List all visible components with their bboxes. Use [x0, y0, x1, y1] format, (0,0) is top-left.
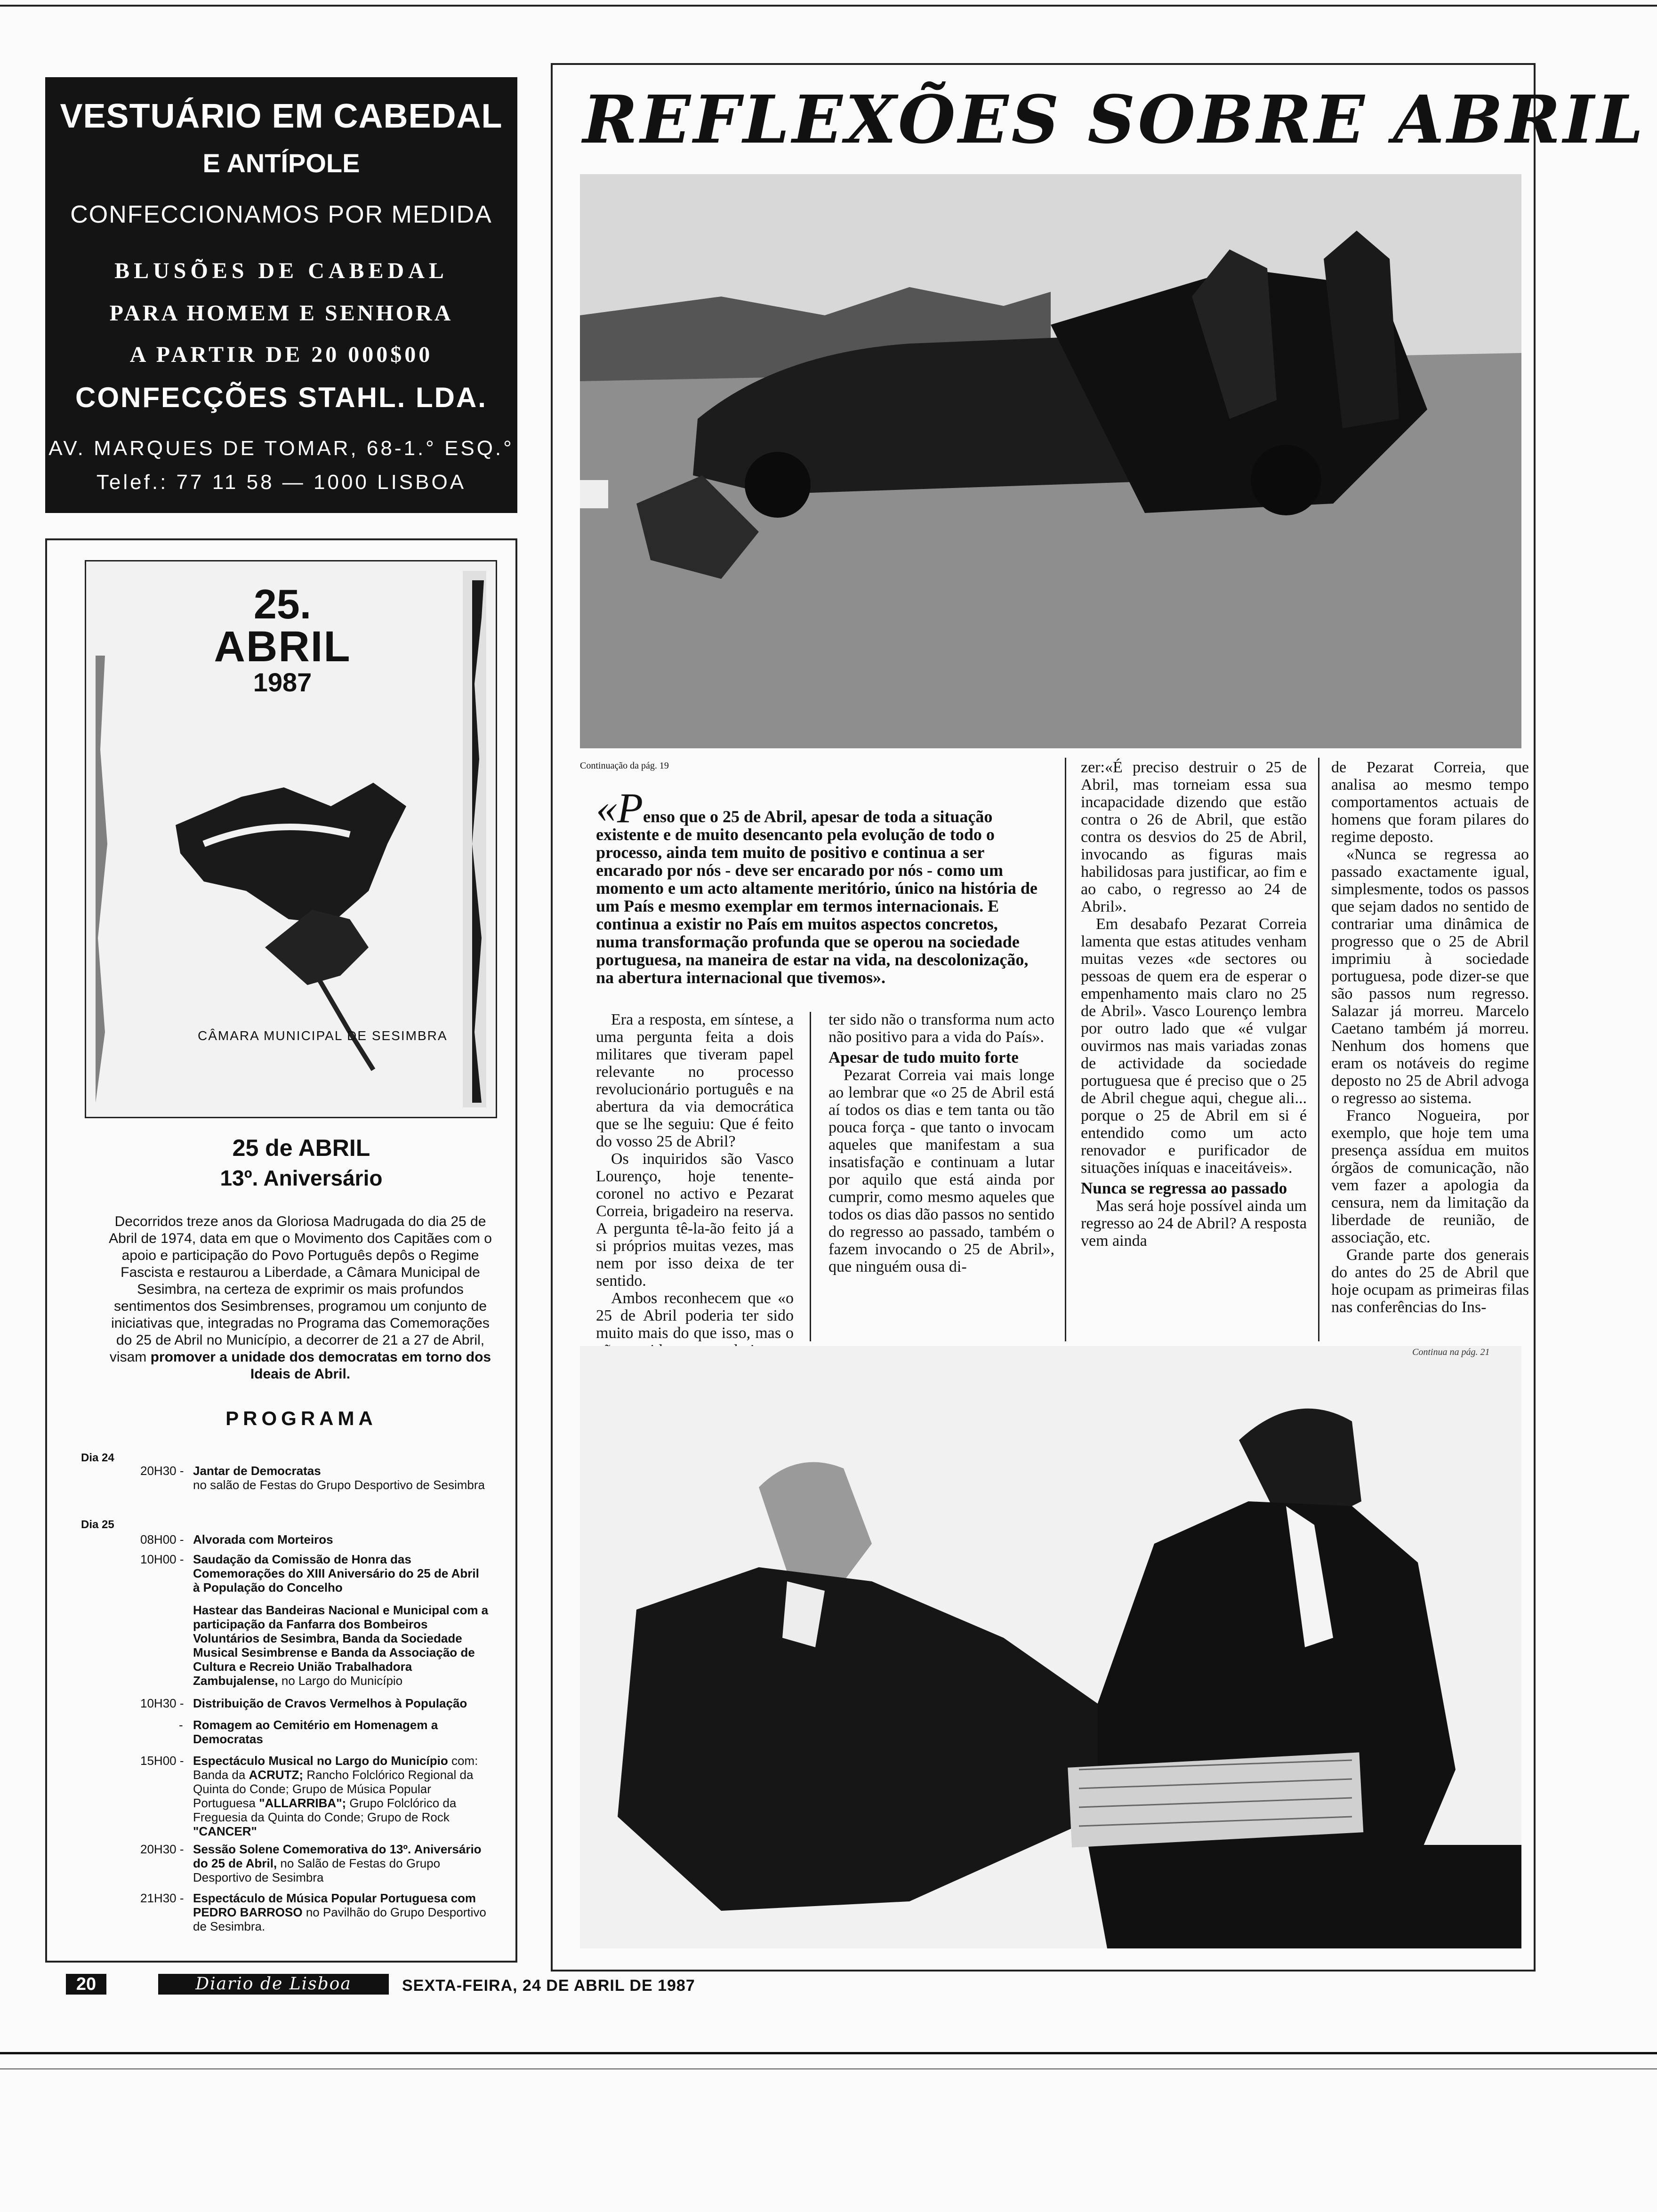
program-entry	[140, 1532, 489, 1547]
article-lead	[596, 785, 1043, 987]
column-rule	[1318, 758, 1319, 1341]
street-photo-image	[580, 174, 1521, 748]
entry-detail: Grupo Folclórico da Freguesia da Quinta do Conde; Grupo de Rock	[193, 1796, 457, 1824]
article-column-1	[596, 1011, 794, 1359]
ad-line: E ANTÍPOLE	[202, 148, 360, 178]
paragraph: Grande parte dos generais do antes do 25 de Abril que hoje ocupam as primeiras filas nas conferências do Ins-	[1331, 1246, 1529, 1316]
paragraph: zer:«É preciso destruir o 25 de Abril, mas torneiam essa sua incapacidade dizendo que estão contra o 26 de Abril, que estão contra os desvios do 25 de Abril, invocando as figuras mais habilidosas para justificar, ao fim e ao cabo, o regresso ao 24 de Abril».	[1081, 759, 1307, 915]
programa-heading: PROGRAMA	[225, 1407, 377, 1429]
program-entry	[140, 1842, 489, 1884]
poster-logo-number: 25.	[253, 581, 312, 627]
entry-detail: no Pavilhão do Grupo Desportivo de Sesimbra.	[193, 1905, 486, 1933]
program-entry	[140, 1464, 489, 1492]
entry-title: Alvorada com Morteiros	[193, 1532, 333, 1547]
ad-address: AV. MARQUES DE TOMAR, 68-1.° ESQ.°	[48, 437, 514, 460]
paragraph: «Nunca se regressa ao passado exactamente igual, simplesmente, todos os passos que sejam dados no sentido de contrariar uma dinâmica de progresso que o 25 de Abril imprimiu à sociedade portuguesa, pode dizer-se que são passos num regresso. Salazar já morreu. Marcelo Caetano também já morreu. Nenhum dos homens que eram os notáveis do regime deposto no 25 de Abril advoga o regresso ao sistema.	[1331, 846, 1529, 1107]
page-number: 20	[66, 1974, 106, 1995]
paragraph: Franco Nogueira, por exemplo, que hoje tem uma presença assídua em muitos órgãos de comunicação, não vem fazer a apologia da censura, nem da limitação da liberdade de reunião, de associação, etc.	[1331, 1107, 1529, 1246]
subheading: Apesar de tudo muito forte	[828, 1048, 1019, 1066]
paragraph: Os inquiridos são Vasco Lourenço, hoje tenente-coronel no activo e Pezarat Correia, brigadeiro na reserva. A pergunta tê-la-ão feito já a si próprios muitas vezes, mas nem por isso deixa de ter sentido.	[596, 1150, 794, 1290]
program-entry	[140, 1754, 489, 1838]
entry-time: 10H00 -	[140, 1552, 184, 1566]
paragraph: ter sido não o transforma num acto não positivo para a vida do País».	[828, 1011, 1054, 1046]
article-column-3	[1081, 759, 1307, 1250]
entry-detail: com: Banda da	[193, 1754, 478, 1782]
program-day: Dia 25	[81, 1518, 114, 1531]
notice-body-bold: promover a unidade dos democratas em torno dos Ideais de Abril.	[150, 1349, 491, 1382]
ad-line: BLUSÕES DE CABEDAL	[114, 258, 448, 283]
interview-photo	[580, 1346, 1521, 1948]
article-column-4	[1331, 759, 1529, 1316]
advertisement	[45, 77, 517, 513]
program-entry	[140, 1552, 489, 1595]
entry-detail: no Largo do Município	[281, 1674, 403, 1688]
entry-title: Romagem ao Cemitério em Homenagem a Democratas	[193, 1718, 438, 1746]
entry-title: Espectáculo de Música Popular Portuguesa com PEDRO BARROSO	[193, 1891, 476, 1919]
entry-time: 20H30 -	[140, 1464, 184, 1478]
column-rule	[810, 1012, 811, 1341]
entry-title: "ALLARRIBA";	[259, 1796, 346, 1810]
entry-title: Saudação da Comissão de Honra das Comemorações do XIII Aniversário do 25 de Abril à População do Concelho	[193, 1552, 479, 1595]
paragraph: Mas será hoje possível ainda um regresso ao 24 de Abril? A resposta vem ainda	[1081, 1197, 1307, 1250]
article-headline: REFLEXÕES SOBRE ABRIL	[583, 81, 1646, 159]
entry-title: Espectáculo Musical no Largo do Município	[193, 1754, 448, 1768]
poster-logo-year: 1987	[253, 667, 312, 697]
top-rule	[0, 5, 1657, 7]
drop-cap: «P	[596, 785, 643, 832]
program-entry	[140, 1891, 489, 1933]
ad-line: PARA HOMEM E SENHORA	[109, 301, 453, 326]
entry-time: 15H00 -	[140, 1754, 184, 1768]
entry-time: 08H00 -	[140, 1532, 184, 1547]
entry-title: Distribuição de Cravos Vermelhos à População	[193, 1696, 467, 1710]
poster-logo	[188, 581, 377, 697]
entry-time: 21H30 -	[140, 1891, 184, 1905]
entry-detail: Rancho Folclórico Regional da Quinta do Conde; Grupo de Música Popular Portuguesa	[193, 1768, 474, 1810]
program-day: Dia 24	[81, 1451, 114, 1464]
entry-title: Jantar de Democratas	[193, 1464, 321, 1478]
ad-line: CONFECÇÕES STAHL. LDA.	[75, 382, 487, 413]
continued-to: Continua na pág. 21	[1412, 1347, 1490, 1357]
issue-date: SEXTA-FEIRA, 24 DE ABRIL DE 1987	[402, 1977, 695, 1995]
program-entry	[140, 1603, 489, 1688]
notice-title: 25 de ABRIL	[232, 1135, 370, 1161]
entry-time: -	[179, 1718, 183, 1732]
street-photo	[580, 174, 1521, 748]
paragraph: Em desabafo Pezarat Correia lamenta que estas atitudes venham muitas vezes «de sectores ou pessoas de quem era de esperar o empenhamento mais claro no 25 de Abril». Vasco Lourenço lembra por outro lado que «é vulgar ouvirmos nas mais variadas zonas de actividade da sociedade portuguesa que é preciso que o 25 de Abril chegue aqui, chegue ali... porque o 25 de Abril em si é entendido como um acto renovador e purificador de situações iníquas e inaceitáveis».	[1081, 915, 1307, 1177]
entry-time: 20H30 -	[140, 1842, 184, 1856]
article-column-2	[828, 1011, 1054, 1275]
notice-body-text: Decorridos treze anos da Gloriosa Madrugada do dia 25 de Abril de 1974, data em que o Movimento dos Capitães com o apoio e participação do Povo Português depôs o Regime Fascista e restaurou a Liberdade, a Câmara Municipal de Sesimbra, na certeza de exprimir os mais profundos sentimentos dos Sesimbrenses, programou um conjunto de iniciativas que, integradas no Programa das Comemorações do 25 de Abril no Município, a decorrer de 21 a 27 de Abril, visam	[109, 1214, 492, 1365]
program-entry	[140, 1696, 489, 1710]
ad-line: CONFECCIONAMOS POR MEDIDA	[70, 201, 492, 228]
ad-phone: Telef.: 77 11 58 — 1000 LISBOA	[96, 471, 467, 494]
paragraph: Era a resposta, em síntese, a uma pergunta feita a dois militares que tiveram papel relevante no processo revolucionário português e na abertura da via democrática que se lhe seguiu: Que é feito do vosso 25 de Abril?	[596, 1011, 794, 1150]
paragraph: de Pezarat Correia, que analisa ao mesmo tempo comportamentos actuais de homens que foram pilares do regime deposto.	[1331, 759, 1529, 846]
entry-detail: no salão de Festas do Grupo Desportivo de Sesimbra	[193, 1478, 485, 1492]
entry-detail: no Salão de Festas do Grupo Desportivo de Sesimbra	[193, 1856, 441, 1884]
entry-title: Hastear das Bandeiras Nacional e Municipal com a participação da Fanfarra dos Bombeiros Voluntários de Sesimbra, Banda da Sociedade Musical Sesimbrense e Banda da Associação de Cultura e Recreio União Trabalhadora Zambujalense,	[193, 1603, 489, 1688]
continued-from: Continuação da pág. 19	[580, 761, 669, 771]
ad-line: VESTUÁRIO EM CABEDAL	[60, 97, 503, 135]
subheading: Nunca se regressa ao passado	[1081, 1179, 1287, 1197]
entry-title: Sessão Solene Comemorativa do 13º. Aniversário do 25 de Abril,	[193, 1842, 482, 1870]
lead-text: enso que o 25 de Abril, apesar de toda a situação existente e de muito desencanto pela evolução de todo o processo, ainda tem muito de positivo e continua a ser encarado por nós - deve ser encarado por nós - como um momento e um acto altamente meritório, único na história de um País e mesmo exemplar em termos internacionais. E continua a existir no País em muitos aspectos concretos, numa transformação profunda que se operou na sociedade portuguesa, na maneira de estar na vida, na descolonização, na abertura internacional que tivemos».	[596, 807, 1038, 987]
paragraph: Ambos reconhecem que «o 25 de Abril poderia ter sido muito mais do que isso, mas o	[596, 1290, 794, 1342]
masthead: Diario de Lisboa	[158, 1974, 389, 1995]
paragraph: Pezarat Correia vai mais longe ao lembrar que «o 25 de Abril está aí todos os dias e tem tanta ou tão pouca força - que tanto o invocam aqueles que manifestam a sua insatisfação e continuam a lutar por aquilo que está ainda por cumprir, como mesmo aqueles que todos os dias dão passos no sentido do regresso ao passado, também o fazem invocando o 25 de Abril», que ninguém ousa di-	[828, 1066, 1054, 1275]
ad-line: A PARTIR DE 20 000$00	[129, 342, 433, 367]
notice-subtitle: 13º. Aniversário	[220, 1166, 383, 1190]
poster-logo-month: ABRIL	[214, 623, 351, 671]
bottom-rule	[0, 2068, 1657, 2069]
program-entry	[140, 1718, 489, 1746]
entry-title: ACRUTZ;	[249, 1768, 304, 1782]
column-rule	[1065, 758, 1066, 1341]
bottom-rule	[0, 2052, 1657, 2054]
entry-time: 10H30 -	[140, 1696, 184, 1710]
entry-title: "CANCER"	[193, 1824, 257, 1838]
poster-caption: CÂMARA MUNICIPAL DE SESIMBRA	[198, 1028, 448, 1043]
interview-photo-image	[580, 1346, 1521, 1948]
notice-body	[106, 1213, 494, 1383]
